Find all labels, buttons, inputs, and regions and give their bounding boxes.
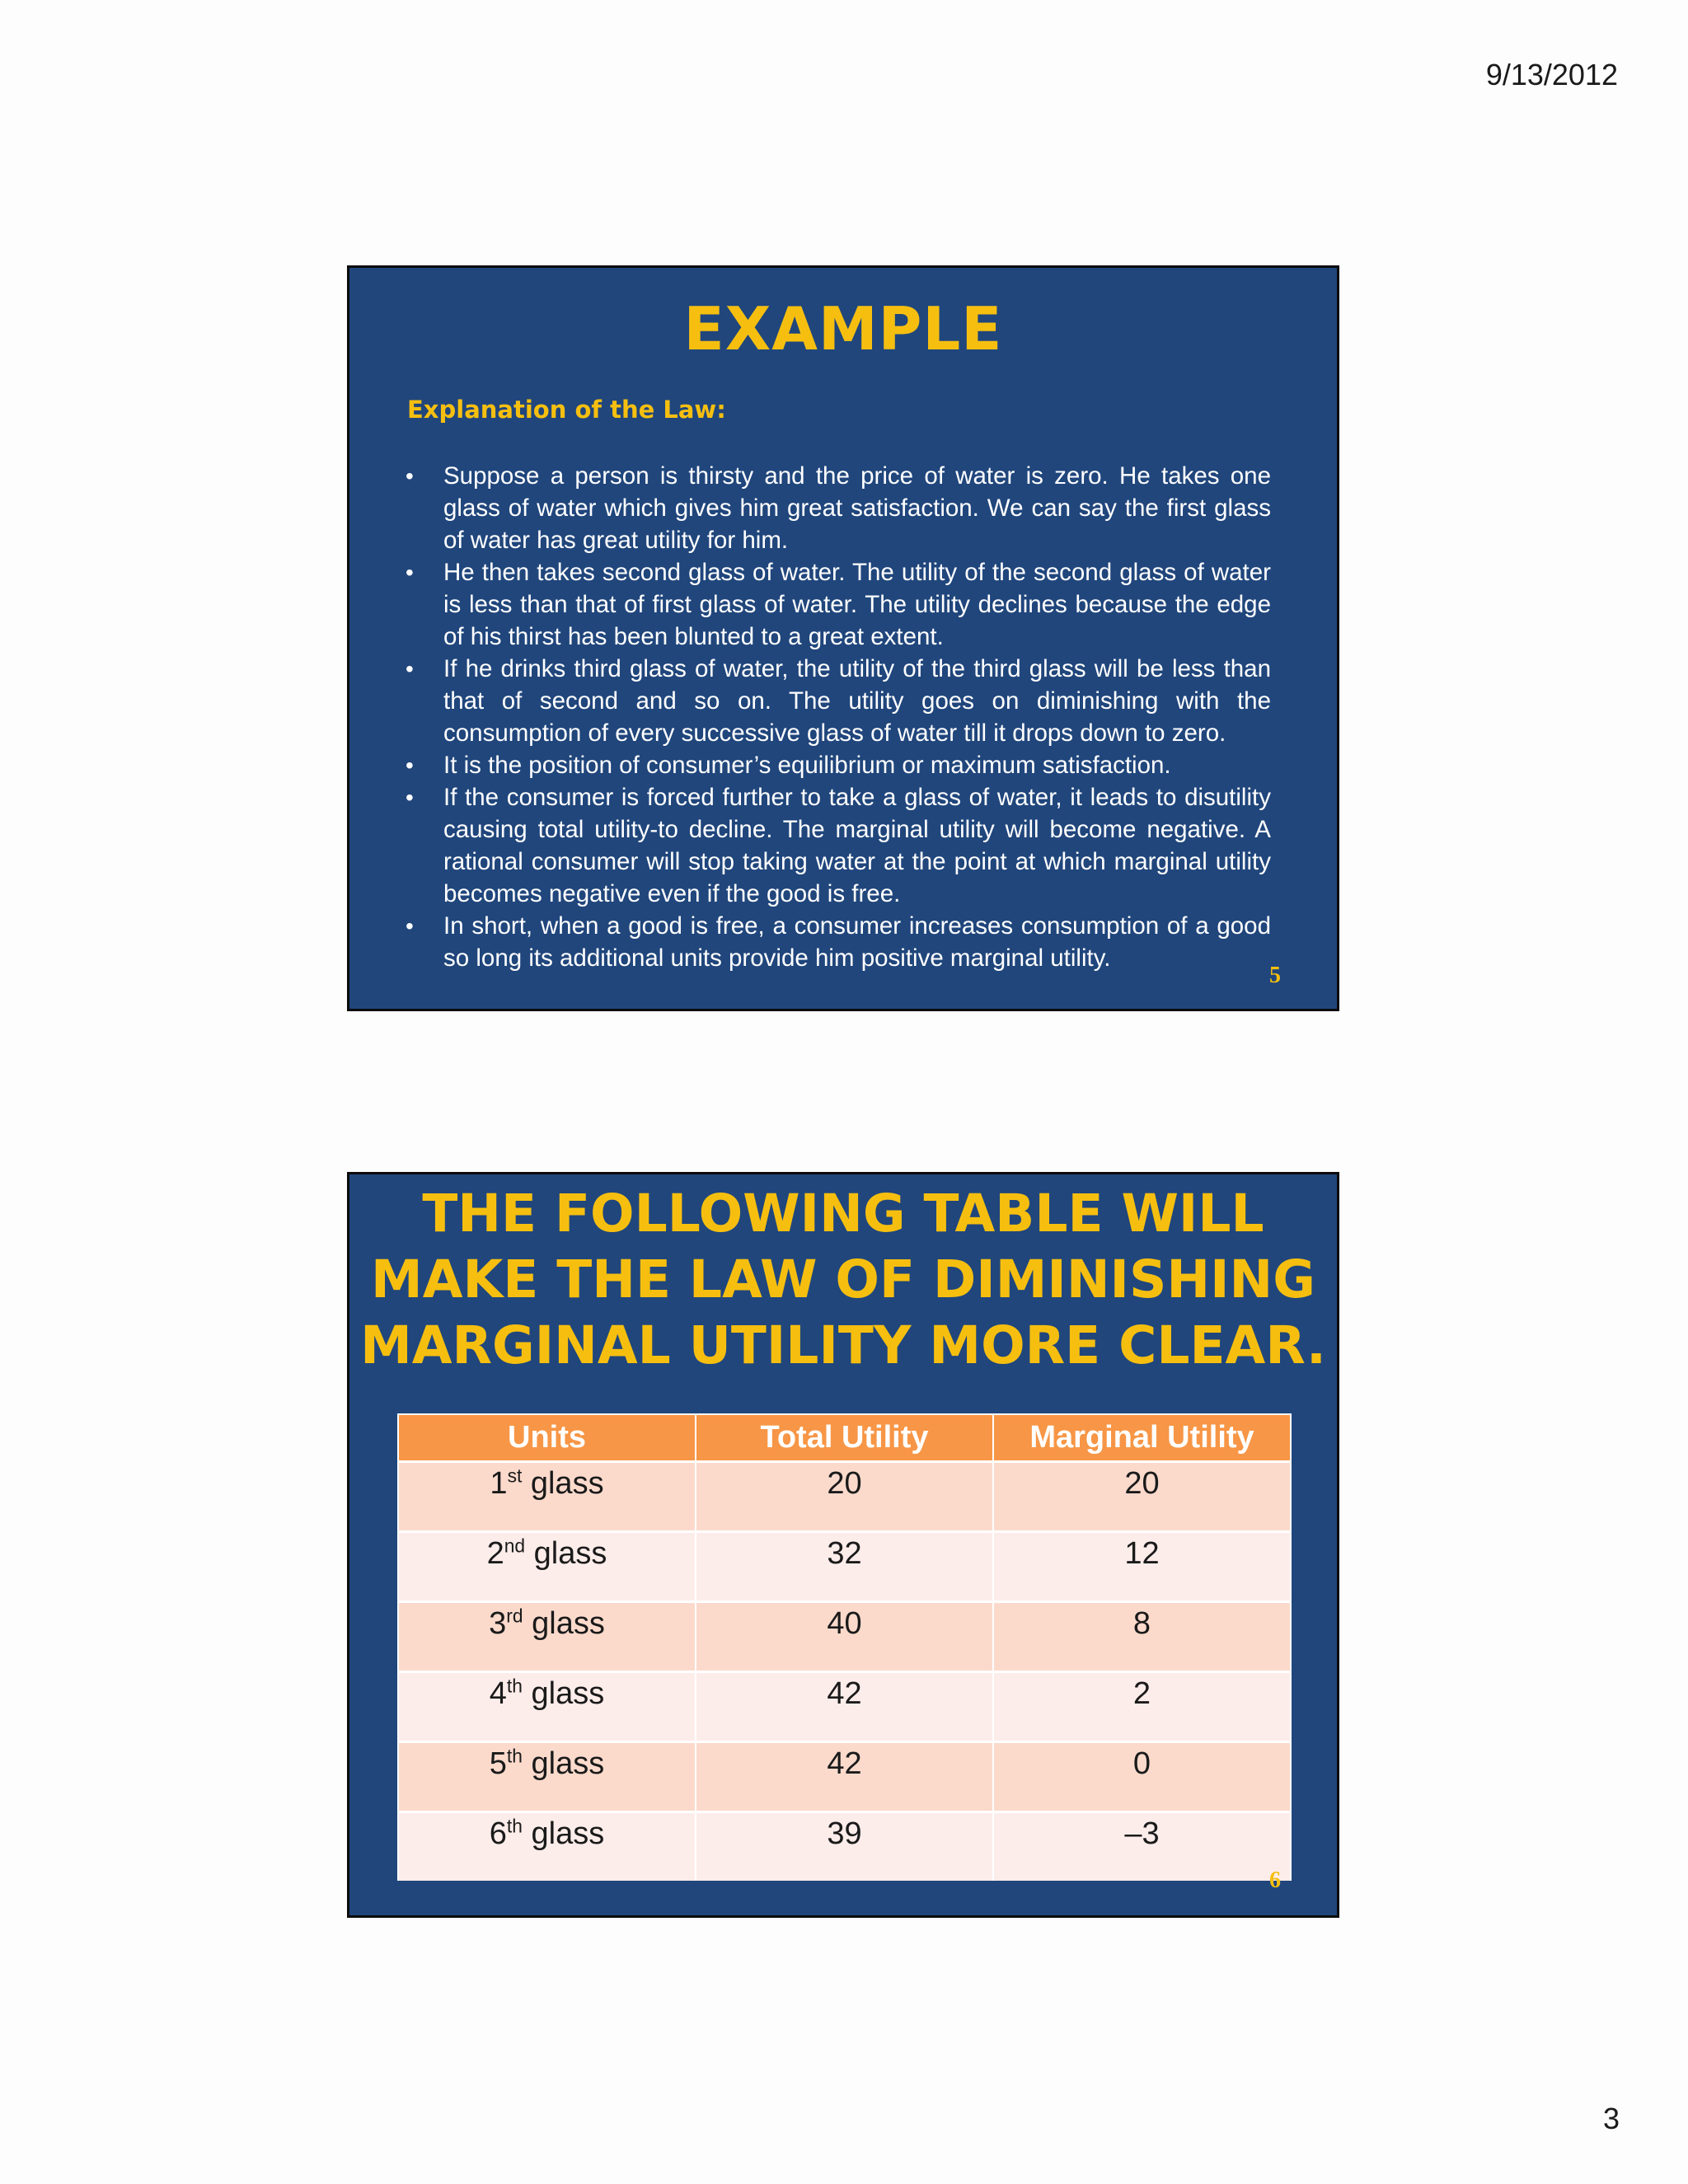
marginal-utility-cell: 12 — [993, 1532, 1291, 1602]
marginal-utility-cell: 8 — [993, 1602, 1291, 1672]
bullet-item — [406, 460, 1271, 556]
bullet-list — [406, 460, 1271, 974]
table-row — [398, 1672, 1291, 1742]
column-header-total-utility: Total Utility — [696, 1414, 993, 1462]
bullet-text: He then takes second glass of water. The utility of the second glass of water is less than that of first glass of water. The utility declines because the edge of his thirst has been blunted to a great extent. — [443, 559, 1271, 650]
bullet-icon: • — [406, 560, 414, 585]
total-utility-cell: 20 — [696, 1462, 993, 1532]
units-cell: 6th glass — [398, 1812, 696, 1882]
page-number: 3 — [1602, 2102, 1620, 2135]
table-row — [398, 1742, 1291, 1812]
utility-table — [397, 1413, 1292, 1881]
bullet-icon: • — [406, 752, 414, 778]
units-cell: 2nd glass — [398, 1532, 696, 1602]
slide-title: EXAMPLE — [683, 294, 1003, 363]
table-row — [398, 1462, 1291, 1532]
total-utility-cell: 32 — [696, 1532, 993, 1602]
slide-subtitle: Explanation of the Law: — [407, 396, 726, 424]
bullet-item — [406, 653, 1271, 749]
bullet-text: In short, when a good is free, a consumer increases consumption of a good so long its additional units provide him positive marginal utility. — [443, 912, 1271, 972]
bullet-text: It is the position of consumer’s equilibrium or maximum satisfaction. — [443, 752, 1171, 779]
marginal-utility-cell: 2 — [993, 1672, 1291, 1742]
slide-utility-table — [347, 1172, 1339, 1918]
units-cell: 4th glass — [398, 1672, 696, 1742]
total-utility-cell: 42 — [696, 1742, 993, 1812]
total-utility-cell: 39 — [696, 1812, 993, 1882]
bullet-text: If the consumer is forced further to take a glass of water, it leads to disutility causing total utility-to decline. The marginal utility will become negative. A rational consumer will stop taking water at the point at which marginal utility becomes negative even if the good is free. — [443, 784, 1271, 907]
column-header-marginal-utility: Marginal Utility — [993, 1414, 1291, 1462]
bullet-item — [406, 781, 1271, 910]
slide-number: 6 — [1269, 1868, 1281, 1893]
bullet-icon: • — [406, 913, 414, 939]
units-cell: 1st glass — [398, 1462, 696, 1532]
marginal-utility-cell: –3 — [993, 1812, 1291, 1882]
bullet-icon: • — [406, 463, 414, 489]
table-header-row — [398, 1414, 1291, 1462]
slide-example — [347, 265, 1339, 1011]
slide-title: THE FOLLOWING TABLE WILL MAKE THE LAW OF DIMINISHING MARGINAL UTILITY MORE CLEAR. — [360, 1183, 1326, 1376]
bullet-icon: • — [406, 785, 414, 810]
table-row — [398, 1602, 1291, 1672]
table-row — [398, 1812, 1291, 1882]
total-utility-cell: 40 — [696, 1602, 993, 1672]
table-row — [398, 1532, 1291, 1602]
marginal-utility-cell: 20 — [993, 1462, 1291, 1532]
bullet-item — [406, 556, 1271, 653]
slide-number: 5 — [1269, 963, 1281, 988]
total-utility-cell: 42 — [696, 1672, 993, 1742]
header-date: 9/13/2012 — [1485, 58, 1618, 91]
units-cell: 5th glass — [398, 1742, 696, 1812]
marginal-utility-cell: 0 — [993, 1742, 1291, 1812]
units-cell: 3rd glass — [398, 1602, 696, 1672]
bullet-item — [406, 749, 1271, 781]
bullet-item — [406, 910, 1271, 974]
bullet-text: If he drinks third glass of water, the utility of the third glass will be less than that of second and so on. The utility goes on diminishing with the consumption of every successive glass of water till it drops down to zero. — [443, 655, 1271, 747]
bullet-icon: • — [406, 656, 414, 682]
bullet-text: Suppose a person is thirsty and the price of water is zero. He takes one glass of water which gives him great satisfaction. We can say the first glass of water has great utility for him. — [443, 462, 1271, 554]
column-header-units: Units — [398, 1414, 696, 1462]
